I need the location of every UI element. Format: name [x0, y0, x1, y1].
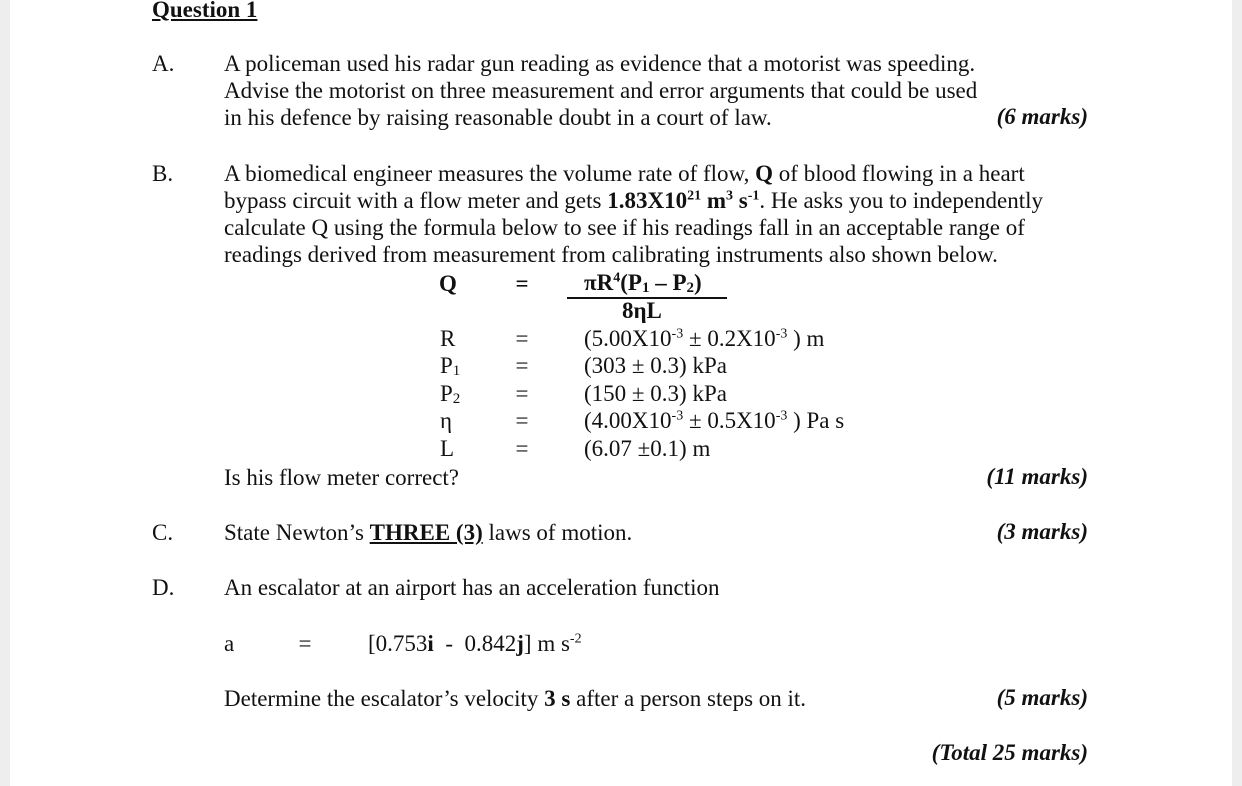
var-p1-equals: = [515, 353, 529, 378]
part-a-label: A. [152, 51, 175, 76]
formula-equals: = [515, 271, 529, 296]
var-eta-value-a: (4.00X10 [584, 408, 672, 433]
part-d-task [224, 685, 806, 712]
var-r-value-a: (5.00X10 [584, 326, 672, 351]
part-b-line-1 [224, 160, 1025, 187]
formula-denominator: 8ηL [622, 298, 662, 323]
numerator-r: R [596, 270, 614, 295]
var-l-symbol: L [440, 436, 455, 461]
var-l-value: (6.07 ±0.1) m [584, 436, 711, 461]
part-c-text [224, 519, 632, 546]
part-a-line-3: in his defence by raising reasonable doubt in a court of law. [224, 105, 772, 130]
part-d-marks: (5 marks) [996, 685, 1088, 710]
accel-expression [368, 630, 582, 657]
part-a-line-2: Advise the motorist on three measurement and error arguments that could be used [224, 78, 978, 103]
part-b-line-1-text-a: A biomedical engineer measures the volume rate of flow, [224, 161, 756, 186]
part-a-marks: (6 marks) [996, 104, 1088, 129]
accel-j-coeff: - 0.842 [433, 631, 517, 656]
part-c-text-a: State Newton’s [224, 520, 370, 545]
var-p2-value: (150 ± 0.3) kPa [584, 381, 727, 406]
var-eta-symbol: η [440, 408, 453, 433]
unit-vector-i: i [427, 631, 434, 656]
part-d-label: D. [152, 575, 175, 600]
part-d-time: 3 s [544, 686, 571, 711]
var-r-value [584, 325, 824, 352]
var-p1-value: (303 ± 0.3) kPa [584, 353, 727, 378]
var-l-equals: = [515, 436, 529, 461]
flow-symbol-q: Q [755, 161, 774, 186]
var-p2-sub: 2 [452, 391, 461, 407]
var-p2-name [440, 380, 460, 407]
var-p2-symbol: P [440, 381, 453, 406]
accel-unit-exp: -2 [569, 631, 582, 647]
var-eta-name [440, 407, 452, 434]
numerator-r-exp: 4 [613, 270, 621, 286]
accel-i-coeff: [0.753 [368, 631, 428, 656]
var-p1-sub: 1 [452, 363, 461, 379]
var-r-exp-2: -3 [775, 326, 788, 342]
var-p1-name [440, 352, 460, 379]
numerator-p1: (P [620, 270, 642, 295]
part-c-three: THREE (3) [369, 520, 483, 545]
var-p2-equals: = [515, 381, 529, 406]
unit-vector-j: j [516, 631, 524, 656]
pi-symbol: π [584, 270, 597, 295]
var-eta-value [584, 407, 844, 434]
part-d-task-b: after a person steps on it. [570, 686, 807, 711]
part-b-line-2 [224, 187, 1043, 214]
part-b-label: B. [152, 161, 174, 186]
numerator-close: ) [694, 270, 702, 295]
var-p1-symbol: P [440, 353, 453, 378]
part-c-text-b: laws of motion. [482, 520, 633, 545]
part-c-marks: (3 marks) [996, 519, 1088, 544]
measured-flow-unit-s-exp: -1 [747, 188, 760, 204]
document-page [10, 0, 1232, 786]
part-b-line-4: readings derived from measurement from calibrating instruments also shown below. [224, 242, 998, 267]
var-r-unit: ) m [787, 326, 825, 351]
measured-flow-unit-m: m [706, 188, 727, 213]
var-l-name [440, 435, 454, 462]
var-eta-equals: = [515, 408, 529, 433]
var-r-exp-1: -3 [671, 326, 684, 342]
numerator-minus-p2: – P [649, 270, 687, 295]
var-r-value-b: ± 0.2X10 [683, 326, 776, 351]
part-a-line-1: A policeman used his radar gun reading as evidence that a motorist was speeding. [224, 51, 976, 76]
measured-flow-value [607, 188, 759, 213]
numerator-p2-sub: 2 [686, 280, 695, 296]
var-eta-unit: ) Pa s [787, 408, 845, 433]
var-eta-value-b: ± 0.5X10 [683, 408, 776, 433]
measured-flow-exponent: 21 [687, 188, 702, 204]
var-r-equals: = [515, 326, 529, 351]
part-b-line-2-text-a: bypass circuit with a flow meter and gets [224, 188, 608, 213]
measured-flow-unit-m-exp: 3 [726, 188, 734, 204]
measured-flow-mantissa: 1.83X10 [607, 188, 688, 213]
part-c-label: C. [152, 520, 174, 545]
var-r-symbol: R [440, 326, 456, 351]
numerator-p1-sub: 1 [641, 280, 650, 296]
part-b-marks: (11 marks) [986, 464, 1088, 489]
var-eta-exp-2: -3 [775, 408, 788, 424]
part-b-line-1-text-b: of blood flowing in a heart [773, 161, 1025, 186]
formula-numerator [584, 269, 702, 296]
part-b-line-2-text-b: . He asks you to independently [759, 188, 1044, 213]
part-b-question: Is his flow meter correct? [224, 465, 460, 490]
total-marks: (Total 25 marks) [931, 740, 1088, 765]
part-b-line-3: calculate Q using the formula below to see if his readings fall in an acceptable range of [224, 215, 1025, 240]
question-title: Question 1 [152, 0, 258, 22]
measured-flow-unit-s: s [738, 188, 748, 213]
accel-unit: ] m s [523, 631, 570, 656]
part-d-intro: An escalator at an airport has an acceleration function [224, 575, 720, 600]
part-d-task-a: Determine the escalator’s velocity [224, 686, 545, 711]
formula-lhs: Q [439, 271, 457, 296]
var-eta-exp-1: -3 [671, 408, 684, 424]
accel-lhs: a [224, 631, 235, 656]
var-r-name [440, 325, 455, 352]
accel-equals: = [298, 631, 312, 656]
